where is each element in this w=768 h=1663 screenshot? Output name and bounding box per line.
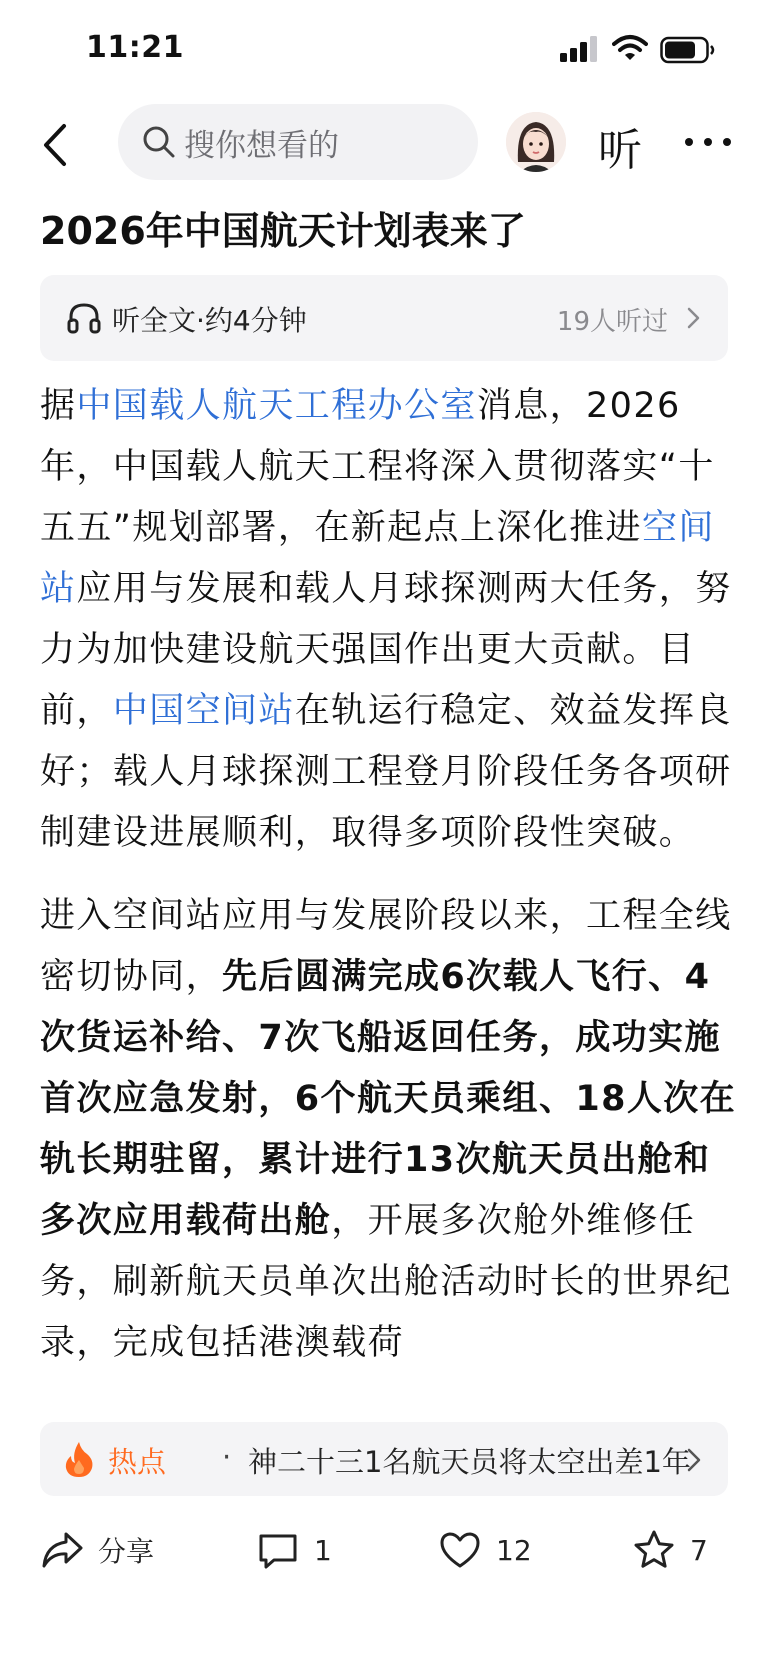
chevron-right-icon	[686, 1447, 702, 1473]
hot-separator: ·	[222, 1440, 232, 1474]
text-segment: 据	[40, 386, 77, 426]
heart-icon	[438, 1528, 482, 1572]
star-icon	[632, 1528, 676, 1572]
avatar[interactable]	[506, 112, 566, 172]
status-bar	[0, 0, 768, 100]
cellular-signal-icon	[560, 36, 600, 62]
page-title: 2026年中国航天计划表来了	[40, 209, 526, 253]
search-input[interactable]	[118, 104, 478, 180]
hot-topic-text: 神二十三1名航天员将太空出差1年	[248, 1445, 691, 1479]
nav-bar	[0, 100, 768, 190]
share-icon	[40, 1528, 84, 1572]
search-placeholder: 搜你想看的	[184, 127, 339, 164]
comment-button[interactable]	[256, 1524, 332, 1576]
text-segment: ，开展多次舱外维修任务，刷新航天员单次出舱活动时长的世界纪录，完成包括港澳载荷	[40, 1201, 732, 1363]
fire-icon	[62, 1440, 96, 1478]
paragraph-1	[40, 376, 740, 864]
text-segment: 消息，2026年，中国载人航天工程将深入贯彻落实“十五五”规划部署，在新起点上深化推进	[40, 386, 715, 548]
like-count: 12	[496, 1533, 532, 1567]
comment-icon	[256, 1528, 300, 1572]
chevron-left-icon	[42, 123, 68, 167]
listen-full-text-bar[interactable]	[40, 275, 728, 361]
battery-icon	[660, 36, 716, 64]
text-segment: 在轨运行稳定、效益发挥良好；载人月球探测工程登月阶段任务各项研制建设进展顺利，取得多项阶段性突破。	[40, 691, 732, 853]
favorite-button[interactable]	[632, 1524, 708, 1576]
search-icon	[142, 125, 176, 159]
link-cmse-office[interactable]: 中国载人航天工程办公室	[76, 386, 477, 426]
hot-topic-bar[interactable]	[40, 1422, 728, 1496]
action-bar	[0, 1500, 768, 1600]
paragraph-2	[40, 886, 740, 1374]
link-space-station[interactable]: 空间站	[40, 508, 715, 609]
link-china-space-station[interactable]: 中国空间站	[112, 691, 295, 731]
chevron-right-icon	[686, 306, 702, 330]
bold-text-segment: 先后圆满完成6次载人飞行、4次货运补给、7次飞船返回任务，成功实施首次应急发射，6个航天员乘组、18人次在轨长期驻留，累计进行13次航天员出舱和多次应用载荷出舱	[40, 957, 737, 1241]
text-segment: 应用与发展和载人月球探测两大任务，努力为加快建设航天强国作出更大贡献。目前，	[40, 569, 732, 731]
like-button[interactable]	[438, 1524, 532, 1576]
share-button[interactable]	[40, 1524, 154, 1576]
hot-label: 热点	[108, 1445, 167, 1479]
more-icon	[684, 137, 732, 147]
status-time: 11:21	[86, 30, 184, 65]
avatar-image	[506, 112, 566, 172]
wifi-icon	[612, 34, 648, 62]
headphone-icon	[66, 300, 102, 336]
article-body	[40, 376, 740, 1406]
share-label: 分享	[98, 1535, 155, 1568]
favorite-count: 7	[690, 1533, 708, 1567]
back-button[interactable]	[30, 118, 80, 172]
comment-count: 1	[314, 1533, 332, 1567]
listen-button[interactable]: 听	[598, 125, 642, 176]
more-button[interactable]	[680, 120, 736, 164]
listen-full-text-label: 听全文·约4分钟	[112, 304, 307, 337]
listen-count: 19人听过	[556, 307, 668, 337]
text-segment: 进入空间站应用与发展阶段以来，工程全线密切协同，	[40, 896, 732, 997]
